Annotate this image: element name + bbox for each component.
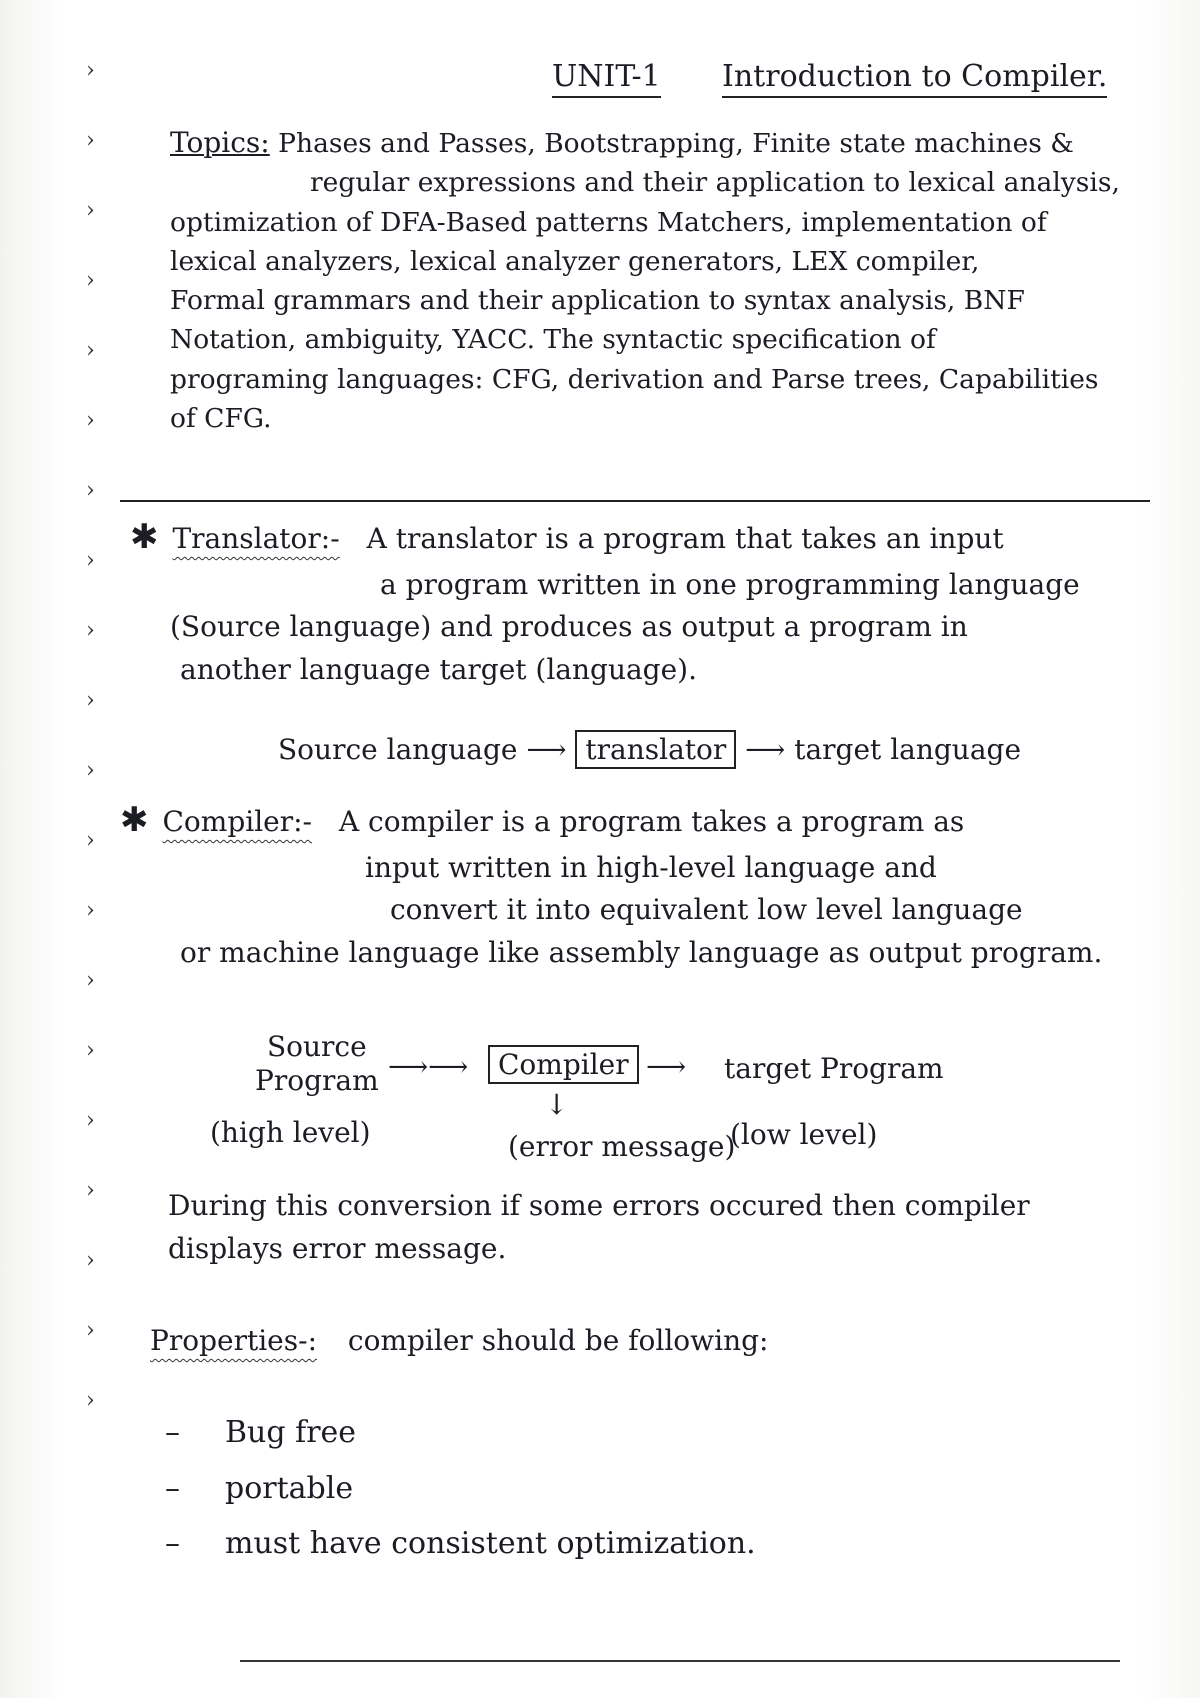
properties-intro: compiler should be following: [347,1324,769,1357]
topics-section [170,122,1150,438]
compiler-section [120,795,1160,974]
translator-line: a program written in one programming language [380,567,1080,601]
translator-heading: Translator:- [172,522,340,555]
section-divider [120,500,1150,502]
properties-section [150,1320,1150,1363]
footer-rule [240,1660,1120,1662]
translator-section [130,512,1150,691]
topics-line: Formal grammars and their application to syntax analysis, BNF [170,285,1025,317]
compiler-text: A compiler is a program takes a program as [338,805,965,838]
diagram-source-line: Program [255,1063,379,1097]
compiler-line: or machine language like assembly language as output program. [180,935,1103,969]
compiler-diagram-source [255,1030,379,1097]
list-item: – Bug free [165,1415,357,1450]
unit-label: UNIT-1 [552,59,661,98]
compiler-box-wrap [488,1045,639,1084]
list-item-text: Bug free [225,1415,357,1450]
arrow-down-icon: ↓ [545,1088,569,1121]
arrow-right-icon: ⟶⟶ [388,1050,469,1083]
margin-binding-marks: › › › › › › › › › › › › › › › › › › › › [86,58,95,1413]
compiler-line: input written in high-level language and [365,850,937,884]
topics-line: programing languages: CFG, derivation and Parse trees, Capabilities [170,363,1099,395]
arrow-right-icon: ⟶ [526,733,567,766]
translator-diagram [278,730,1021,769]
topics-line: of CFG. [170,402,272,434]
topics-line: optimization of DFA-Based patterns Matchers, implementation of [170,206,1047,238]
diagram-target-label: target Program [724,1052,944,1085]
topics-line [170,122,1150,163]
asterisk-bullet-icon: ✱ [130,517,159,557]
list-item-text: must have consistent optimization. [225,1526,756,1561]
diagram-source-line: Source [266,1030,367,1063]
list-item-text: portable [225,1470,354,1506]
topics-line: lexical analyzers, lexical analyzer generators, LEX compiler, [170,245,980,277]
arrow-right-icon: ⟶ [745,733,786,766]
arrow-right-icon: ⟶ [646,1050,687,1083]
list-item: – portable [165,1470,354,1506]
list-item: – must have consistent optimization. [165,1526,756,1561]
compiler-note-line: During this conversion if some errors occured then compiler [168,1189,1030,1222]
translator-line: another language target (language). [180,652,698,686]
translator-line: (Source language) and produces as output a program in [170,610,968,644]
topics-line: Notation, ambiguity, YACC. The syntactic specification of [170,324,936,356]
translator-line [130,512,1150,564]
topics-text: Phases and Passes, Bootstrapping, Finite state machines & [278,128,1074,159]
properties-line [150,1320,1150,1363]
compiler-line [120,795,1160,847]
compiler-note-line: displays error message. [168,1231,507,1265]
compiler-box: Compiler [488,1045,639,1084]
diagram-source-note: (high level) [210,1116,371,1149]
topics-label: Topics: [170,126,270,159]
compiler-line: convert it into equivalent low level language [390,893,1023,927]
compiler-note [168,1185,1148,1270]
page-title [722,55,1107,99]
properties-heading: Properties-: [150,1324,318,1357]
diagram-target-label: target language [794,733,1022,766]
unit-heading [552,55,661,99]
topics-line: regular expressions and their application to lexical analysis, [310,167,1120,199]
translator-text: A translator is a program that takes an input [366,522,1004,555]
translator-box: translator [575,730,736,769]
asterisk-bullet-icon: ✱ [120,800,149,840]
diagram-error-label: (error message) [508,1130,736,1163]
compiler-heading: Compiler:- [162,805,313,838]
diagram-source-label: Source language [278,733,518,766]
diagram-target-note: (low level) [730,1118,878,1151]
properties-list [165,1405,756,1572]
page-title-text: Introduction to Compiler. [722,59,1107,98]
